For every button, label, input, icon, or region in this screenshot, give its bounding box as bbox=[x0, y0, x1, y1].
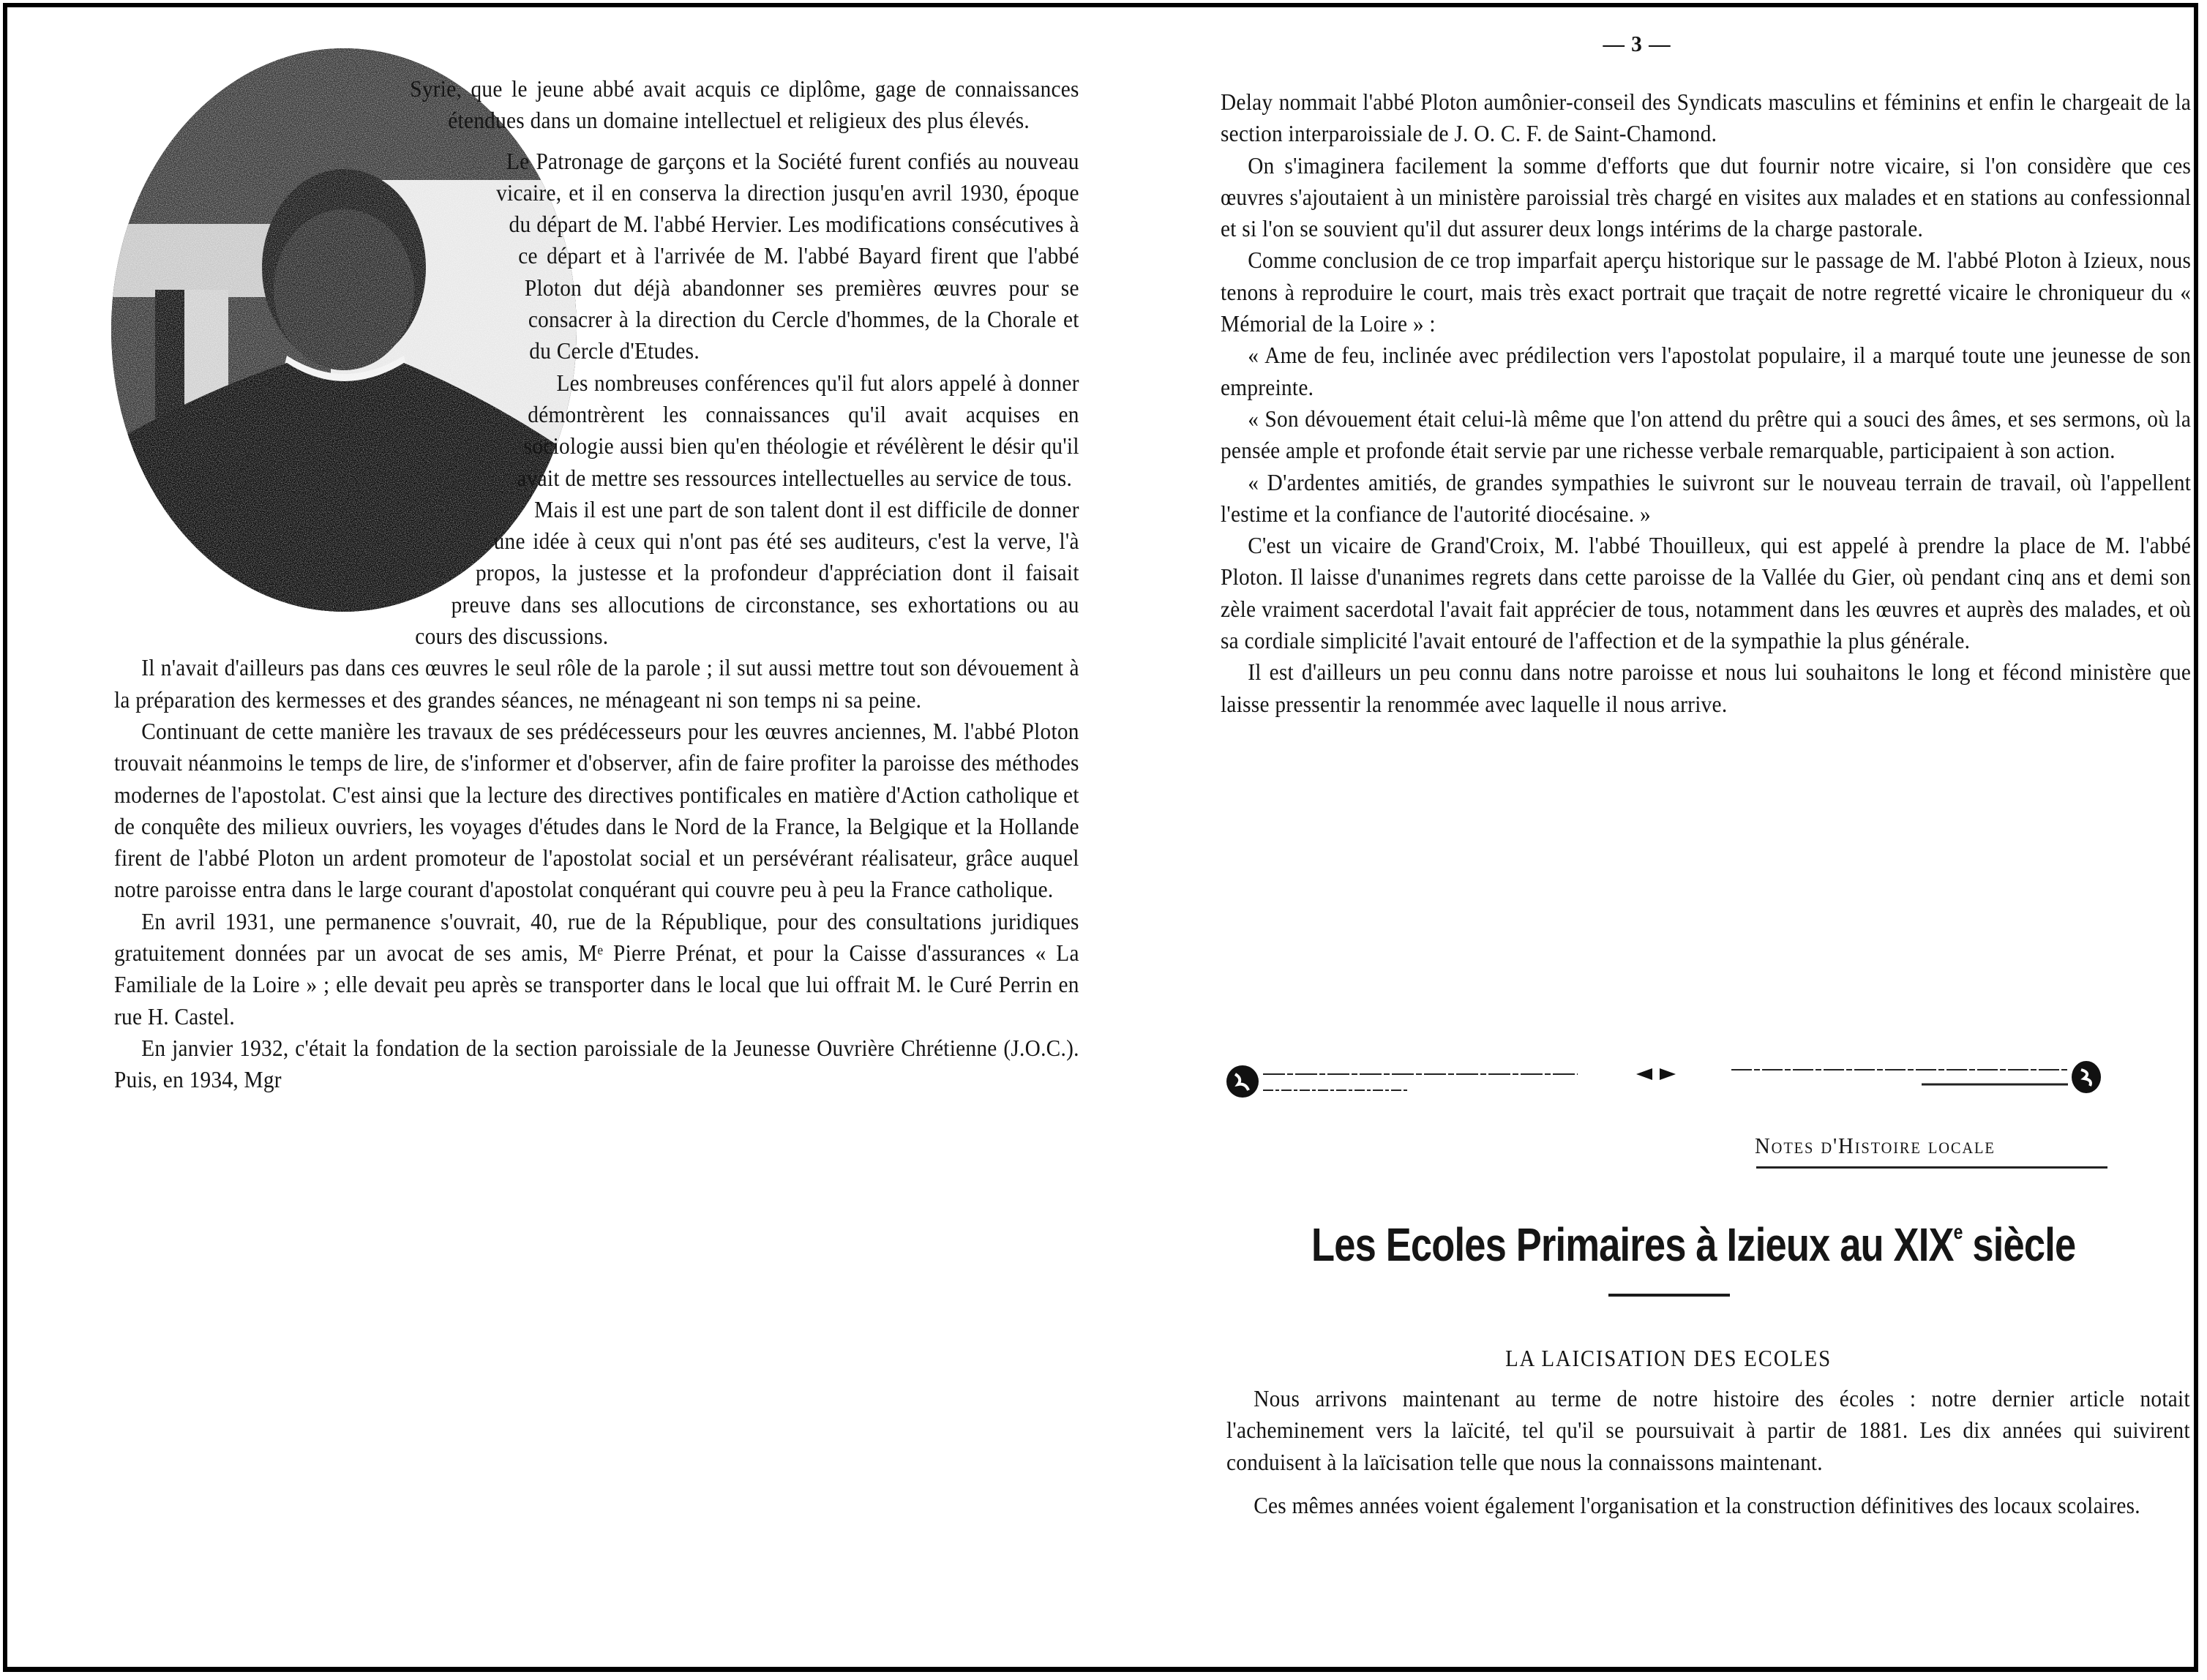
paragraph: « D'ardentes amitiés, de grandes sympathies le suivront sur le nouveau terrain de travail, où l'appellent l'estime et la confiance de l'autorité diocésaine. » bbox=[1221, 469, 2192, 527]
center-diamond-ornament-icon bbox=[1636, 1068, 1676, 1080]
photo-float-space bbox=[109, 51, 538, 634]
paragraph: Ces mêmes années voient également l'organisation et la construction définitives des locaux scolaires. bbox=[1254, 1492, 2140, 1518]
title-rule bbox=[1608, 1294, 1730, 1297]
paragraph: On s'imaginera facilement la somme d'efforts que dut fournir notre vicaire, si l'on considère que ces œuvres s'ajoutaient à un ministère paroissial très chargé en visites aux malades et en stations au confessionnal et si l'on se souvient qu'il dut assurer deux longs intérims de la charge pastorale. bbox=[1221, 152, 2192, 242]
paragraph: Il n'avait d'ailleurs pas dans ces œuvres le seul rôle de la parole ; il sut aussi mettre tout son dévouement à la préparation des kermesses et des grandes séances, ne ménageant ni son temps ni sa peine. bbox=[114, 655, 1079, 713]
paragraph: Syrie, que le jeune abbé avait acquis ce diplôme, gage de connaissances étendues dans un domaine intellectuel et religieux des plus élevés. bbox=[410, 76, 1079, 134]
left-scroll-ornament-icon bbox=[1226, 1065, 1259, 1098]
section-label: Notes d'Histoire locale bbox=[1755, 1133, 1996, 1158]
paragraph: Delay nommait l'abbé Ploton aumônier-conseil des Syndicats masculins et féminins et enfin le chargeait de la section interparoissiale de J. O. C. F. de Saint-Chamond. bbox=[1221, 89, 2192, 147]
paragraph: « Ame de feu, inclinée avec prédilection vers l'apostolat populaire, il a marqué toute une jeunesse de son empreinte. bbox=[1221, 342, 2192, 400]
decorative-divider-icon bbox=[1226, 1060, 2105, 1103]
article-title bbox=[1311, 1218, 2076, 1272]
page-number: — 3 — bbox=[1603, 31, 1671, 56]
right-column bbox=[1221, 86, 2191, 720]
paragraph: Mais il est une part de son talent dont il est difficile de donner une idée à ceux qui n'ont pas été ses auditeurs, c'est la verve, l'à propos, la justesse et la profondeur d'appréciation dont il faisait preuve dans ses allocutions de circonstance, ses exhortations ou au cours des discussions. bbox=[415, 496, 1079, 650]
paragraph: En avril 1931, une permanence s'ouvrait, 40, rue de la République, pour des consultations juridiques gratuitement données par un avocat de ses amis, Mᵉ Pierre Prénat, et pour la Caisse d'assurances « La Familiale de la Loire » ; elle devait peu après se transporter dans le local que lui offrait M. le Curé Perrin en rue H. Castel. bbox=[114, 908, 1079, 1030]
article-subheading: LA LAICISATION DES ECOLES bbox=[1505, 1345, 1832, 1371]
paragraph: Le Patronage de garçons et la Société furent confiés au nouveau vicaire, et il en conserva la direction jusqu'en avril 1930, époque du départ de M. l'abbé Hervier. Les modifications consécutives à ce départ et à l'arrivée de M. l'abbé Bayard firent que l'abbé Ploton dut déjà abandonner ses premières œuvres pour se consacrer à la direction du Cercle d'hommes, de la Chorale et du Cercle d'Etudes. bbox=[496, 148, 1079, 364]
article-title-end: siècle bbox=[1962, 1218, 2076, 1271]
paragraph: Il est d'ailleurs un peu connu dans notre paroisse et nous lui souhaitons le long et fécond ministère que laisse pressentir la renommée avec laquelle il nous arrive. bbox=[1221, 659, 2192, 717]
article-title-main: Les Ecoles Primaires à Izieux au XIX bbox=[1311, 1218, 1954, 1271]
paragraph: En janvier 1932, c'était la fondation de la section paroissiale de la Jeunesse Ouvrière Chrétienne (J.O.C.). Puis, en 1934, Mgr bbox=[114, 1035, 1079, 1093]
right-scroll-ornament-icon bbox=[2072, 1061, 2101, 1093]
article-title-superscript: e bbox=[1953, 1220, 1963, 1243]
article-body bbox=[1226, 1383, 2190, 1521]
left-column bbox=[114, 73, 1079, 1096]
paragraph: C'est un vicaire de Grand'Croix, M. l'abbé Thouilleux, qui est appelé à prendre la place de M. l'abbé Ploton. Il laisse d'unanimes regrets dans cette paroisse de la Vallée du Gier, où pendant cinq ans et demi son zèle vraiment sacerdotal l'avait fait apprécier de tous, notamment dans les œuvres et auprès des malades, et où sa cordiale simplicité l'avait entouré de l'affection et de la sympathie la plus générale. bbox=[1221, 533, 2192, 654]
paragraph: Les nombreuses conférences qu'il fut alors appelé à donner démontrèrent les connaissances qu'il avait acquises en sociologie aussi bien qu'en théologie et révélèrent le désir qu'il avait de mettre ses ressources intellectuelles au service de tous. bbox=[517, 370, 1079, 491]
paragraph: Continuant de cette manière les travaux de ses prédécesseurs pour les œuvres anciennes, M. l'abbé Ploton trouvait néanmoins le temps de lire, de s'informer et d'observer, afin de faire profiter la paroisse des méthodes modernes de l'apostolat. C'est ainsi que la lecture des directives pontificales en matière d'Action catholique et de conquête des milieux ouvriers, les voyages d'études dans le Nord de la France, la Belgique et la Hollande firent de l'abbé Ploton un ardent promoteur de l'apostolat social et un persévérant réalisateur, grâce auquel notre paroisse entra dans le large courant d'apostolat conquérant qui couvre peu à peu la France catholique. bbox=[114, 718, 1079, 903]
paragraph: Comme conclusion de ce trop imparfait aperçu historique sur le passage de M. l'abbé Ploton à Izieux, nous tenons à reproduire le court, mais très exact portrait que traçait de notre regretté vicaire le chroniqueur du « Mémorial de la Loire » : bbox=[1221, 247, 2192, 337]
paragraph: Nous arrivons maintenant au terme de notre histoire des écoles : notre dernier article notait l'acheminement vers la laïcité, tel qu'il se poursuivait à partir de 1881. Les dix années qui suivirent conduisent à la laïcisation telle que nous la connaissons maintenant. bbox=[1226, 1386, 2190, 1475]
paragraph: « Son dévouement était celui-là même que l'on attend du prêtre qui a souci des âmes, et ses sermons, où la pensée ample et profonde était servie par une richesse verbale remarquable, participaient à son action. bbox=[1221, 405, 2192, 464]
section-rule bbox=[1756, 1166, 2107, 1169]
